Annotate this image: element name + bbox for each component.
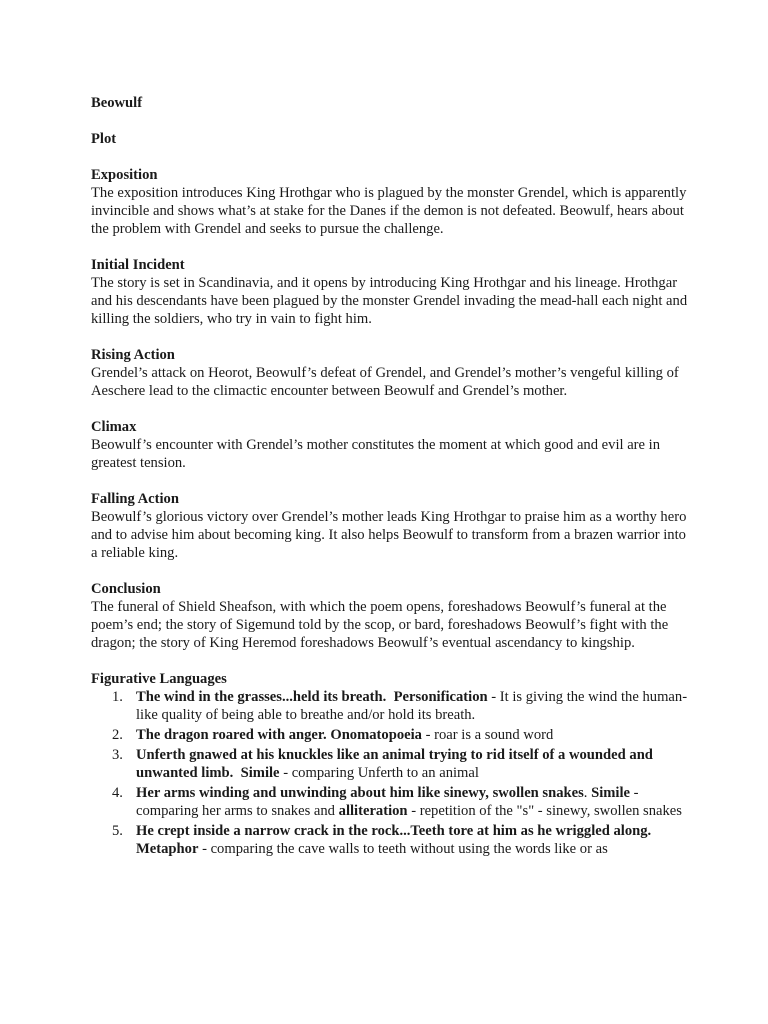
device-name: Simile (591, 785, 631, 801)
list-item (91, 822, 691, 858)
quote-text: The dragon roared with anger. (136, 727, 327, 743)
explanation-text: - roar is a sound word (421, 727, 554, 743)
device-name: Simile (240, 765, 280, 781)
section-exposition (91, 166, 691, 238)
device-name: Onomatopoeia (330, 727, 422, 743)
section-rising-action (91, 346, 691, 400)
list-number: 5. (112, 823, 123, 839)
explanation-text-2: - repetition of the "s" - sinewy, swollen snakes (407, 803, 682, 819)
section-heading: Figurative Languages (91, 671, 227, 687)
document-title: Beowulf (91, 95, 143, 111)
device-name: Metaphor (136, 841, 199, 857)
list-number: 1. (112, 689, 123, 705)
section-heading: Initial Incident (91, 257, 185, 273)
section-text: The story is set in Scandinavia, and it opens by introducing King Hrothgar and his lineage. Hrothgar and his descendants have been plagued by the monster Grendel invading the mead-hall each night and killing the soldiers, who try in vain to fight him. (91, 275, 688, 327)
section-heading: Rising Action (91, 347, 175, 363)
section-heading: Exposition (91, 167, 158, 183)
document-subtitle: Plot (91, 131, 117, 147)
section-text: The funeral of Shield Sheafson, with which the poem opens, foreshadows Beowulf’s funeral at the poem’s end; the story of Sigemund told by the scop, or bard, foreshadows Beowulf’s fight with the dragon; the story of King Heremod foreshadows Beowulf’s eventual ascendancy to kingship. (91, 599, 669, 651)
device-name: Personification (393, 689, 488, 705)
section-text: Grendel’s attack on Heorot, Beowulf’s defeat of Grendel, and Grendel’s mother’s vengeful killing of Aeschere lead to the climactic encounter between Beowulf and Grendel’s mother. (91, 365, 679, 399)
list-number: 2. (112, 727, 123, 743)
section-heading: Conclusion (91, 581, 161, 597)
document-page (91, 94, 691, 876)
section-heading: Climax (91, 419, 137, 435)
quote-text: Her arms winding and unwinding about him like sinewy, swollen snakes (136, 785, 584, 801)
section-climax (91, 418, 691, 472)
section-conclusion (91, 580, 691, 652)
figurative-list (91, 688, 691, 858)
section-text: Beowulf’s encounter with Grendel’s mother constitutes the moment at which good and evil are in greatest tension. (91, 437, 661, 471)
list-item (91, 688, 691, 724)
section-figurative-languages (91, 670, 691, 858)
quote-text: He crept inside a narrow crack in the rock...Teeth tore at him as he wriggled along. (136, 823, 652, 839)
section-falling-action (91, 490, 691, 562)
device-name-2: alliteration (338, 803, 408, 819)
list-item (91, 746, 691, 782)
list-item: 4. Her arms winding and unwinding about him like sinewy, swollen snakes. Simile - comparing her arms to snakes and alliteration - repetition of the "s" - sinewy, swollen snakes (112, 785, 682, 819)
list-number: 4. (112, 785, 123, 801)
explanation-text: - comparing the cave walls to teeth without using the words like or as (198, 841, 608, 857)
explanation-text: - comparing her arms to snakes and (136, 785, 639, 819)
section-text: The exposition introduces King Hrothgar who is plagued by the monster Grendel, which is apparently invincible and shows what’s at stake for the Danes if the demon is not defeated. Beowulf, hears about the problem with Grendel and seeks to pursue the challenge. (91, 185, 687, 237)
section-text: Beowulf’s glorious victory over Grendel’s mother leads King Hrothgar to praise him as a worthy hero and to advise him about becoming king. It also helps Beowulf to transform from a brazen warrior into a reliable king. (91, 509, 687, 561)
section-initial-incident (91, 256, 691, 328)
explanation-text: - It is giving the wind the human-like quality of being able to breathe and/or hold its breath. (136, 689, 688, 723)
quote-text: Unferth gnawed at his knuckles like an animal trying to rid itself of a wounded and unwanted limb. (136, 747, 653, 781)
list-number: 3. (112, 747, 123, 763)
explanation-text: - comparing Unferth to an animal (279, 765, 479, 781)
quote-text: The wind in the grasses...held its breath. (136, 689, 387, 705)
section-heading: Falling Action (91, 491, 179, 507)
list-item (91, 726, 691, 744)
